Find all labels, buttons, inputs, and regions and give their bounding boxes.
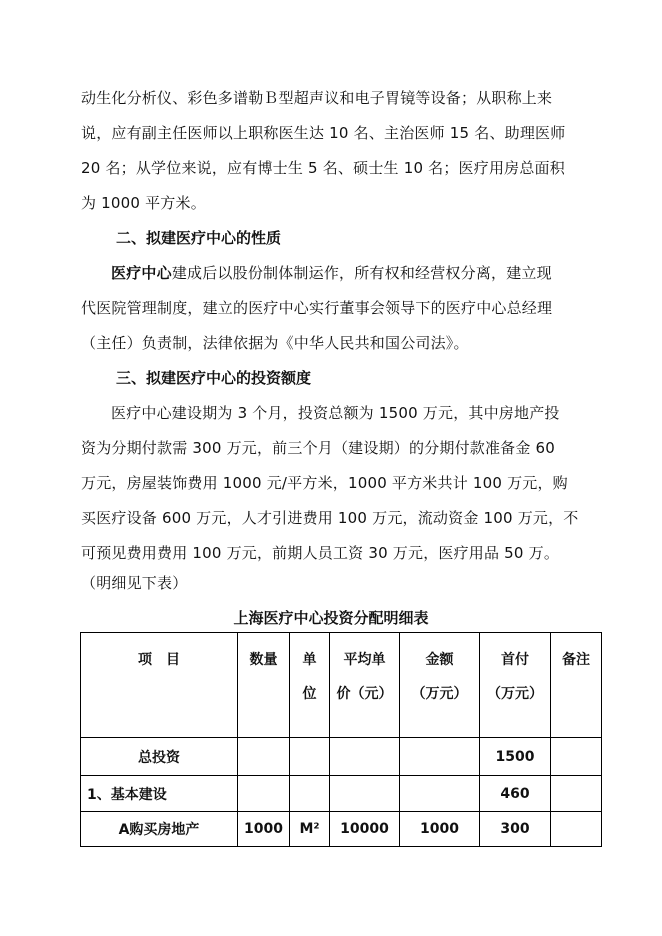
table-row	[81, 812, 602, 847]
paragraph-line: 为 1000 平方米。	[81, 194, 206, 212]
cell-qty	[238, 738, 290, 776]
paragraph-line: 说，应有副主任医师以上职称医生达 10 名、主治医师 15 名、助理医师	[81, 124, 566, 142]
cell-amount: 1000	[400, 812, 480, 847]
paragraph-emphasis: 医疗中心	[111, 264, 172, 282]
cell-price: 10000	[330, 812, 400, 847]
table-header-row	[81, 633, 602, 738]
paragraph-line: 医疗中心建设期为 3 个月，投资总额为 1500 万元，其中房地产投	[111, 404, 560, 422]
cell-note	[551, 776, 602, 812]
cell-price	[330, 776, 400, 812]
header-amount: 金额 （万元）	[400, 633, 480, 738]
header-first-payment: 首付 （万元）	[480, 633, 551, 738]
section-heading-investment: 三、拟建医疗中心的投资额度	[116, 369, 312, 387]
header-unit: 单 位	[290, 633, 330, 738]
table-title: 上海医疗中心投资分配明细表	[233, 609, 429, 627]
paragraph-line: 买医疗设备 600 万元，人才引进费用 100 万元，流动资金 100 万元，不	[81, 509, 579, 527]
paragraph-line: 万元，房屋装饰费用 1000 元/平方米，1000 平方米共计 100 万元，购	[81, 474, 568, 492]
header-qty: 数量	[238, 633, 290, 738]
cell-unit: M²	[290, 812, 330, 847]
cell-price	[330, 738, 400, 776]
paragraph-line: 可预见费用费用 100 万元，前期人员工资 30 万元，医疗用品 50 万。	[81, 544, 560, 562]
paragraph-text: 建成后以股份制体制运作，所有权和经营权分离，建立现	[171, 264, 552, 282]
paragraph-line: 资为分期付款需 300 万元，前三个月（建设期）的分期付款准备金 60	[81, 439, 556, 457]
cell-qty: 1000	[238, 812, 290, 847]
cell-amount	[400, 738, 480, 776]
paragraph-line	[111, 263, 631, 283]
cell-item: 总投资	[81, 738, 238, 776]
cell-amount	[400, 776, 480, 812]
cell-note	[551, 738, 602, 776]
cell-first-payment: 460	[480, 776, 551, 812]
paragraph-line: （明细见下表）	[81, 574, 188, 592]
cell-note	[551, 812, 602, 847]
table-row	[81, 738, 602, 776]
paragraph-line: 20 名；从学位来说，应有博士生 5 名、硕士生 10 名；医疗用房总面积	[81, 159, 565, 177]
paragraph-line: （主任）负责制，法律依据为《中华人民共和国公司法》。	[81, 334, 469, 352]
cell-unit	[290, 738, 330, 776]
header-item: 项 目	[81, 633, 238, 738]
paragraph-line: 动生化分析仪、彩色多谱勒Ｂ型超声议和电子胃镜等设备；从职称上来	[81, 89, 553, 107]
section-heading-nature: 二、拟建医疗中心的性质	[116, 229, 282, 247]
header-note: 备注	[551, 633, 602, 738]
paragraph-line: 代医院管理制度，建立的医疗中心实行董事会领导下的医疗中心总经理	[81, 299, 553, 317]
investment-table	[80, 632, 602, 847]
cell-qty	[238, 776, 290, 812]
cell-item: A购买房地产	[81, 812, 238, 847]
cell-first-payment: 300	[480, 812, 551, 847]
cell-unit	[290, 776, 330, 812]
table-row	[81, 776, 602, 812]
cell-first-payment: 1500	[480, 738, 551, 776]
header-price: 平均单 价（元）	[330, 633, 400, 738]
cell-item: 1、基本建设	[81, 776, 238, 812]
